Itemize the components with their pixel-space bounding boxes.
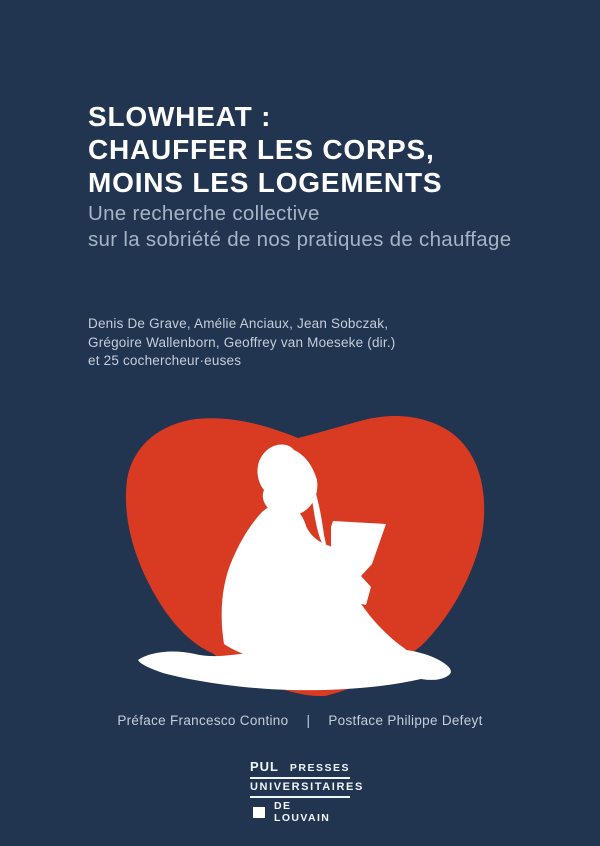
- publisher-word-universitaires: UNIVERSITAIRES: [250, 779, 350, 798]
- authors-block: [88, 315, 395, 371]
- publisher-word-de-louvain: DE LOUVAIN: [274, 800, 331, 824]
- separator-bar: |: [306, 713, 311, 728]
- authors-line-1: Denis De Grave, Amélie Anciaux, Jean Sobczak,: [88, 316, 389, 331]
- authors-line-3: et 25 cochercheur·euses: [88, 353, 242, 368]
- publisher-square-icon: [253, 807, 265, 818]
- subtitle: [88, 201, 511, 253]
- page-title: [88, 100, 442, 199]
- publisher-logo-row1: [250, 759, 350, 779]
- postface-credit: Postface Philippe Defeyt: [328, 713, 483, 728]
- preface-credit: Préface Francesco Contino: [117, 713, 289, 728]
- title-line-2: CHAUFFER LES CORPS,: [88, 134, 435, 165]
- preface-postface-line: [0, 713, 600, 728]
- publisher-acronym: PUL: [250, 759, 279, 774]
- authors-line-2: Grégoire Wallenborn, Geoffrey van Moeseke (dir.): [88, 334, 396, 350]
- subtitle-line-2: sur la sobriété de nos pratiques de chauffage: [88, 228, 512, 251]
- title-line-1: SLOWHEAT :: [88, 101, 272, 132]
- publisher-logo-row3: [250, 798, 350, 824]
- subtitle-line-1: Une recherche collective: [88, 202, 320, 225]
- publisher-word-presses: PRESSES: [289, 762, 350, 774]
- publisher-logo: [250, 759, 364, 824]
- title-line-3: MOINS LES LOGEMENTS: [88, 167, 443, 198]
